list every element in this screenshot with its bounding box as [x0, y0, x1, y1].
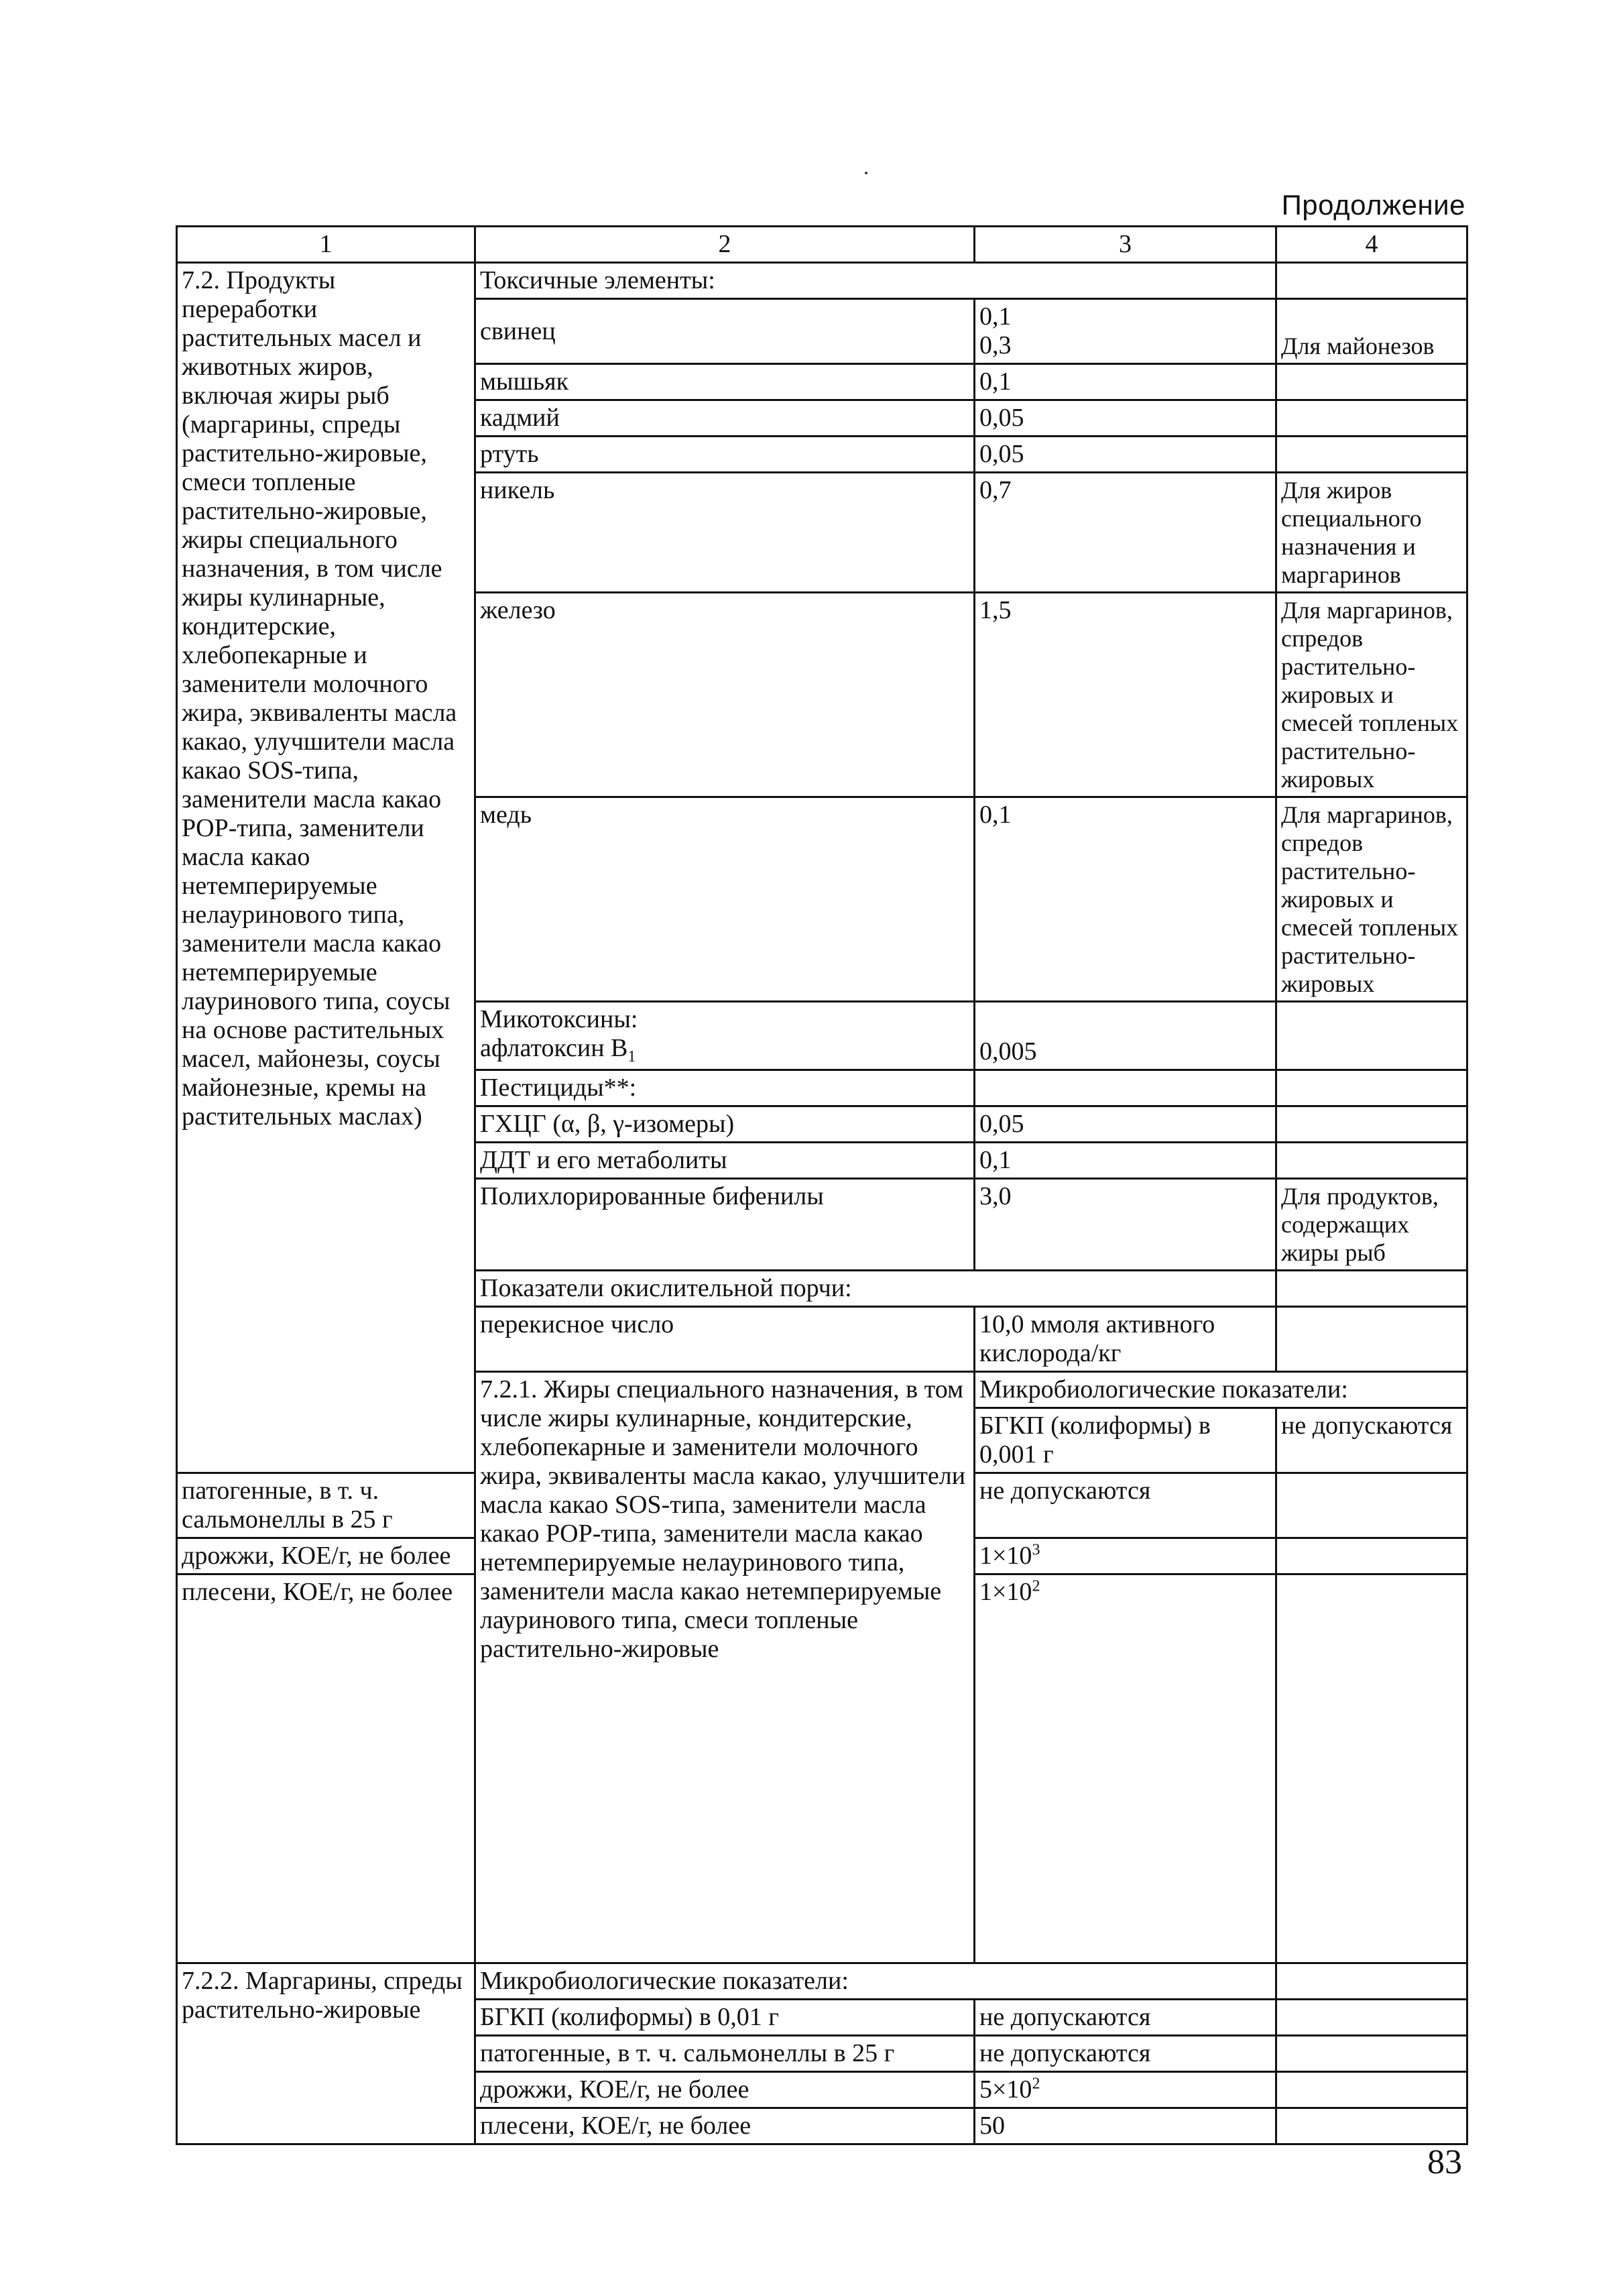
indicator-note: Для жиров специального назначения и маргаринов: [1276, 473, 1467, 593]
indicator-value: [975, 299, 1276, 364]
table-cell: [1276, 2072, 1467, 2108]
indicator-name: дрожжи, КОЕ/г, не более: [475, 2072, 975, 2108]
indicator-value: не допускаются: [975, 2000, 1276, 2036]
indicator-note: Для маргаринов, спредов растительно-жировых и смесей топленых растительно-жировых: [1276, 797, 1467, 1002]
table-cell: [1276, 263, 1467, 299]
value-base: 5×10: [979, 2075, 1032, 2104]
oxidation-heading: Показатели окислительной порчи:: [475, 1271, 1276, 1307]
value-line-2: 0,3: [979, 331, 1012, 359]
value-base: 1×10: [979, 1578, 1032, 1606]
indicator-value: 0,005: [975, 1002, 1276, 1070]
indicator-name: перекисное число: [475, 1307, 975, 1372]
column-header-1: 1: [177, 227, 475, 263]
table-cell: [1276, 1070, 1467, 1106]
toxic-elements-heading: Токсичные элементы:: [475, 263, 1276, 299]
indicator-name: БГКП (колиформы) в 0,01 г: [475, 2000, 975, 2036]
indicator-note: [1276, 400, 1467, 437]
indicator-note: [1276, 1106, 1467, 1143]
indicator-value: 0,05: [975, 437, 1276, 473]
table-cell: [1276, 2000, 1467, 2036]
indicator-value: не допускаются: [975, 1473, 1276, 1538]
value-base: 1×10: [979, 1542, 1032, 1570]
table-cell: [975, 1070, 1276, 1106]
indicator-note: [1276, 437, 1467, 473]
indicator-name: кадмий: [475, 400, 975, 437]
indicator-name: железо: [475, 593, 975, 797]
hygiene-requirements-table: [176, 225, 1468, 2145]
indicator-note: Для майонезов: [1276, 299, 1467, 364]
indicator-name: никель: [475, 473, 975, 593]
indicator-value: 0,05: [975, 1106, 1276, 1143]
value-exponent: 2: [1032, 2075, 1040, 2093]
indicator-note: Для продуктов, содержащих жиры рыб: [1276, 1179, 1467, 1271]
indicator-value: 10,0 ммоля активного кислорода/кг: [975, 1307, 1276, 1372]
indicator-name: патогенные, в т. ч. сальмонеллы в 25 г: [475, 2036, 975, 2072]
micro-heading: Микробиологические показатели:: [975, 1372, 1467, 1408]
indicator-name: Полихлорированные бифенилы: [475, 1179, 975, 1271]
product-group-7-2: 7.2. Продукты переработки растительных масел и животных жиров, включая жиры рыб (маргарины, спреды растительно-жировые, смеси топленые растительно-жировые, жиры специального назначения, в том числе жиры кулинарные, кондитерские, хлебопекарные и заменители молочного жира, эквиваленты масла какао, улучшители масла какао SOS-типа, заменители масла какао POP-типа, заменители масла какао нетемперируемые нелауринового типа, заменители масла какао нетемперируемые лауринового типа, соусы на основе растительных масел, майонезы, соусы майонезные, кремы на растительных маслах): [177, 263, 475, 1473]
aflatoxin-subscript: 1: [627, 1048, 636, 1066]
value-exponent: 3: [1032, 1541, 1040, 1559]
table-cell: [1276, 2036, 1467, 2072]
column-header-4: 4: [1276, 227, 1467, 263]
indicator-value: 3,0: [975, 1179, 1276, 1271]
column-header-2: 2: [475, 227, 975, 263]
indicator-value: 0,1: [975, 1143, 1276, 1179]
indicator-name: патогенные, в т. ч. сальмонеллы в 25 г: [177, 1473, 475, 1538]
indicator-name: ГХЦГ (α, β, γ-изомеры): [475, 1106, 975, 1143]
indicator-name: ртуть: [475, 437, 975, 473]
indicator-value: [975, 1574, 1276, 1963]
table-cell: [1276, 1473, 1467, 1538]
table-cell: [1276, 2108, 1467, 2144]
indicator-value: 0,1: [975, 364, 1276, 400]
indicator-value: 0,05: [975, 400, 1276, 437]
pesticides-heading: Пестициды**:: [475, 1070, 975, 1106]
scan-speck: [865, 172, 867, 174]
indicator-value: [975, 2072, 1276, 2108]
micro-heading: Микробиологические показатели:: [475, 1963, 1276, 2000]
indicator-name: плесени, КОЕ/г, не более: [475, 2108, 975, 2144]
indicator-name: мышьяк: [475, 364, 975, 400]
table-cell: [1276, 1002, 1467, 1070]
indicator-note: [1276, 1143, 1467, 1179]
aflatoxin-name: афлатоксин B: [480, 1034, 628, 1062]
page-number: 83: [1427, 2143, 1462, 2181]
indicator-value: 50: [975, 2108, 1276, 2144]
table-header-row: [177, 227, 1467, 263]
table-cell: [1276, 1271, 1467, 1307]
indicator-value: 1,5: [975, 593, 1276, 797]
product-group-7-2-1: 7.2.1. Жиры специального назначения, в том числе жиры кулинарные, кондитерские, хлебопекарные и заменители молочного жира, эквиваленты масла какао, улучшители масла какао SOS-типа, заменители масла какао POP-типа, заменители масла какао нетемперируемые нелауринового типа, заменители масла какао нетемперируемые лауринового типа, смеси топленые растительно-жировые: [475, 1372, 975, 1963]
indicator-note: [1276, 364, 1467, 400]
table-row: [177, 263, 1467, 299]
indicator-value: не допускаются: [975, 2036, 1276, 2072]
indicator-value: [975, 1538, 1276, 1574]
indicator-value: 0,7: [975, 473, 1276, 593]
continuation-label: Продолжение: [1281, 189, 1465, 221]
mycotoxins-heading: Микотоксины:: [480, 1005, 638, 1033]
indicator-name: дрожжи, КОЕ/г, не более: [177, 1538, 475, 1574]
table-cell: [1276, 1574, 1467, 1963]
value-exponent: 2: [1032, 1577, 1040, 1595]
value-line-1: 0,1: [979, 302, 1012, 331]
indicator-name: БГКП (колиформы) в 0,001 г: [975, 1408, 1276, 1473]
product-group-7-2-2: 7.2.2. Маргарины, спреды растительно-жировые: [177, 1963, 475, 2144]
indicator-note: Для маргаринов, спредов растительно-жировых и смесей топленых растительно-жировых: [1276, 593, 1467, 797]
table-cell: [1276, 1963, 1467, 2000]
indicator-name: медь: [475, 797, 975, 1002]
indicator-value: 0,1: [975, 797, 1276, 1002]
table-row: [177, 1963, 1467, 2000]
indicator-name: плесени, КОЕ/г, не более: [177, 1574, 475, 1963]
indicator-name: ДДТ и его метаболиты: [475, 1143, 975, 1179]
table-cell: [1276, 1538, 1467, 1574]
mycotoxins-cell: [475, 1002, 975, 1070]
indicator-name: свинец: [475, 299, 975, 364]
table-cell: [1276, 1307, 1467, 1372]
column-header-3: 3: [975, 227, 1276, 263]
indicator-value: не допускаются: [1276, 1408, 1467, 1473]
